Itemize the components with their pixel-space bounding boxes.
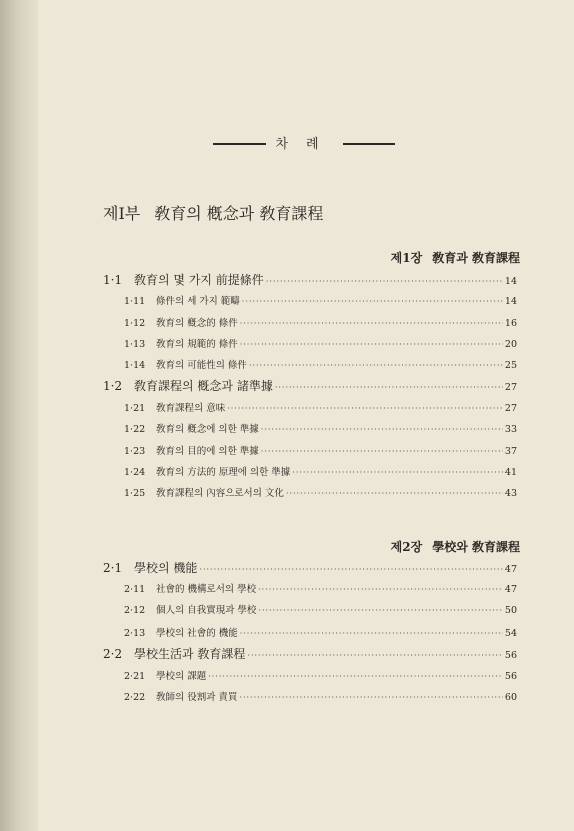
toc-entry[interactable] <box>124 443 517 457</box>
chapter-heading <box>391 249 520 266</box>
dot-leader <box>247 651 502 660</box>
chapter-label: 제2장 <box>390 540 423 554</box>
entry-title: 學校生活과 敎育課程 <box>134 647 246 661</box>
chapter-label: 제1장 <box>390 251 423 265</box>
part-title: 敎育의 槪念과 敎育課程 <box>154 204 324 223</box>
dot-leader <box>208 672 503 681</box>
entry-number: 2·2 <box>103 647 123 661</box>
toc-entry[interactable] <box>103 559 517 576</box>
dot-leader <box>292 468 503 477</box>
toc-entry[interactable] <box>124 625 517 639</box>
entry-number: 1·21 <box>124 403 146 414</box>
entry-title: 個人의 自我實現과 學校 <box>156 605 257 616</box>
dot-leader <box>242 297 503 306</box>
entry-number: 1·12 <box>124 318 146 329</box>
dot-leader <box>240 629 503 638</box>
entry-page: 50 <box>504 605 517 616</box>
dot-leader <box>258 585 503 594</box>
contents-heading <box>0 133 574 155</box>
dot-leader <box>239 693 503 702</box>
entry-number: 1·25 <box>124 488 146 499</box>
entry-number: 2·11 <box>124 584 146 595</box>
toc-entry[interactable] <box>124 689 517 703</box>
entry-title: 社會的 機構로서의 學校 <box>156 584 257 595</box>
entry-page: 20 <box>504 339 517 350</box>
entry-title: 敎育의 方法的 原理에 의한 準據 <box>156 467 291 478</box>
entry-page: 54 <box>504 628 517 639</box>
entry-page: 27 <box>504 382 517 393</box>
dot-leader <box>261 425 503 434</box>
dot-leader <box>199 565 502 574</box>
entry-title: 敎育의 槪念的 條件 <box>156 318 238 329</box>
dot-leader <box>240 319 503 328</box>
chapter-title: 敎育과 敎育課程 <box>432 251 520 265</box>
entry-number: 1·13 <box>124 339 146 350</box>
dot-leader <box>249 361 503 370</box>
entry-number: 1·2 <box>103 379 123 393</box>
chapter-heading <box>391 538 520 555</box>
entry-page: 14 <box>504 296 517 307</box>
entry-page: 25 <box>504 360 517 371</box>
entry-page: 27 <box>504 403 517 414</box>
entry-page: 47 <box>504 564 517 575</box>
toc-entry[interactable] <box>124 357 517 371</box>
entry-number: 1·23 <box>124 446 146 457</box>
toc-entry[interactable] <box>124 464 517 478</box>
entry-title: 敎育의 可能性의 條件 <box>156 360 247 371</box>
toc-entry[interactable] <box>103 377 517 394</box>
toc-entry[interactable] <box>124 400 517 414</box>
entry-number: 1·14 <box>124 360 146 371</box>
dot-leader <box>286 489 503 498</box>
dot-leader <box>258 606 503 615</box>
toc-entry[interactable] <box>124 315 517 329</box>
entry-title: 敎育의 몇 가지 前提條件 <box>134 273 264 287</box>
entry-title: 條件의 세 가지 範疇 <box>156 296 240 307</box>
entry-number: 1·1 <box>103 273 123 287</box>
entry-title: 敎師의 役割과 責買 <box>156 692 238 703</box>
entry-page: 33 <box>504 424 517 435</box>
toc-entry[interactable] <box>124 293 517 307</box>
entry-title: 學校의 機能 <box>134 561 198 575</box>
toc-entry[interactable] <box>124 581 517 595</box>
entry-number: 2·12 <box>124 605 146 616</box>
entry-number: 1·22 <box>124 424 146 435</box>
entry-page: 56 <box>504 650 517 661</box>
toc-entry[interactable] <box>124 485 517 499</box>
entry-title: 敎育의 規範的 條件 <box>156 339 238 350</box>
entry-page: 47 <box>504 584 517 595</box>
toc-entry[interactable] <box>124 668 517 682</box>
dot-leader <box>275 383 503 392</box>
entry-number: 1·24 <box>124 467 146 478</box>
heading-rule-right <box>343 143 395 145</box>
entry-number: 2·22 <box>124 692 146 703</box>
toc-entry[interactable] <box>103 271 517 288</box>
entry-number: 1·11 <box>124 296 146 307</box>
heading-text: 차례 <box>275 137 337 152</box>
entry-page: 16 <box>504 318 517 329</box>
entry-number: 2·1 <box>103 561 123 575</box>
entry-number: 2·21 <box>124 671 146 682</box>
entry-page: 41 <box>504 467 517 478</box>
entry-page: 56 <box>504 671 517 682</box>
dot-leader <box>240 340 503 349</box>
part-label: 제Ⅰ부 <box>103 204 141 223</box>
entry-page: 37 <box>504 446 517 457</box>
entry-title: 敎育課程의 意味 <box>156 403 226 414</box>
dot-leader <box>227 404 503 413</box>
chapter-title: 學校와 敎育課程 <box>432 540 520 554</box>
entry-title: 敎育의 槪念에 의한 準據 <box>156 424 259 435</box>
toc-entry[interactable] <box>103 645 517 662</box>
toc-entry[interactable] <box>124 602 517 616</box>
dot-leader <box>261 447 503 456</box>
entry-title: 學校의 社會的 機能 <box>156 628 238 639</box>
entry-page: 14 <box>504 276 517 287</box>
entry-page: 43 <box>504 488 517 499</box>
toc-entry[interactable] <box>124 421 517 435</box>
entry-number: 2·13 <box>124 628 146 639</box>
entry-title: 敎育課程의 槪念과 諸準據 <box>134 379 273 393</box>
heading-rule-left <box>213 143 266 145</box>
entry-title: 敎育課程의 內容으로서의 文化 <box>156 488 284 499</box>
entry-title: 學校의 課題 <box>156 671 207 682</box>
part-heading <box>103 201 323 224</box>
entry-title: 敎育의 目的에 의한 準據 <box>156 446 259 457</box>
toc-entry[interactable] <box>124 336 517 350</box>
dot-leader <box>266 277 503 286</box>
entry-page: 60 <box>504 692 517 703</box>
